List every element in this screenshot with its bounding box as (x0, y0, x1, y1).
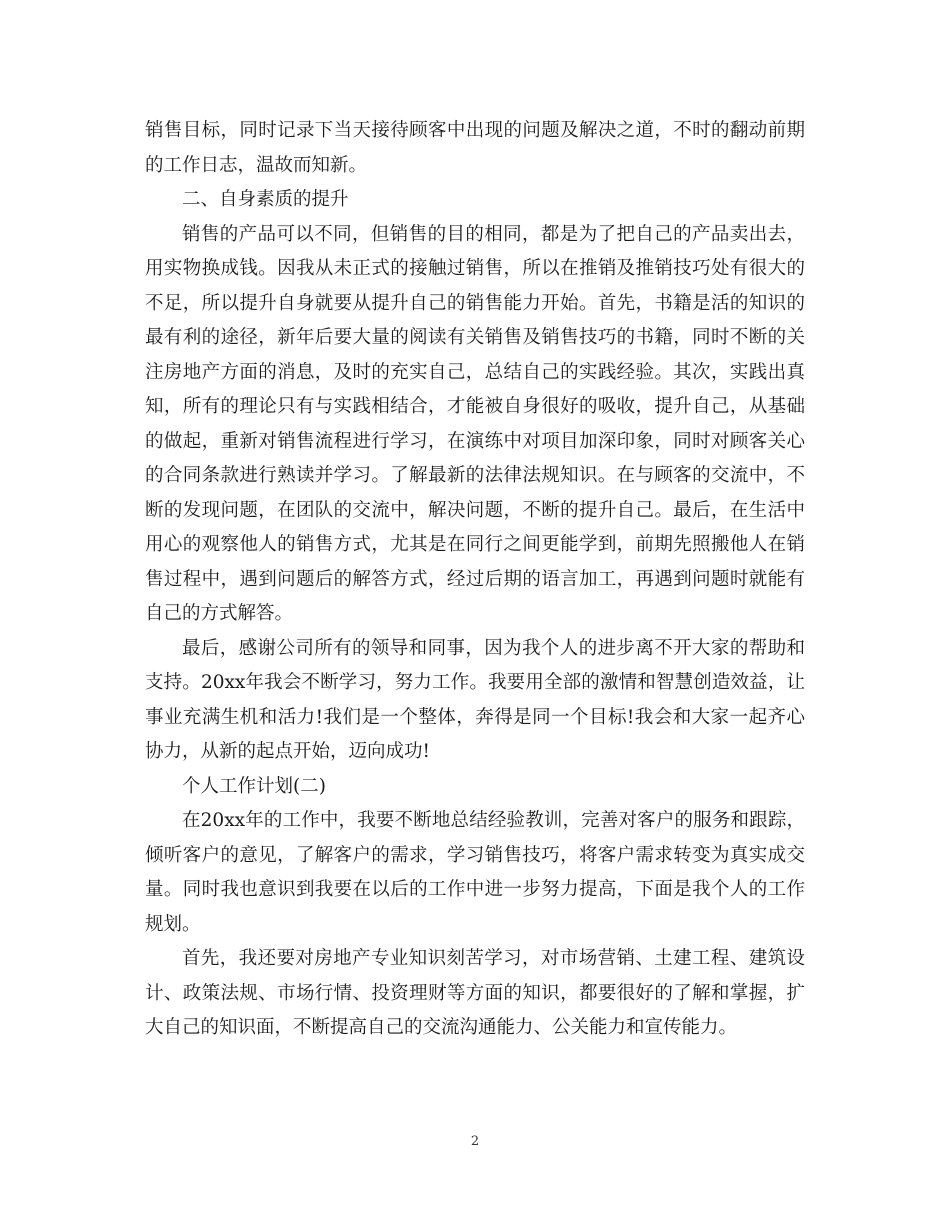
page-body (145, 114, 805, 1046)
section-heading-work-plan-two: 个人工作计划(二) (182, 775, 326, 797)
section-heading-self-improvement: 二、自身素质的提升 (182, 189, 349, 210)
page-number: 2 (470, 1134, 480, 1149)
paragraph-study-plan: 首先，我还要对房地产专业知识刻苦学习，对市场营销、土建工程、建筑设计、政策法规、市场行情、投资理财等方面的知识，都要很好的了解和掌握，扩大自己的知识面，不断提高自己的交流沟通能力、公关能力和宣传能力。 (145, 948, 805, 1038)
paragraph-work-plan-intro: 在20xx年的工作中，我要不断地总结经验教训，完善对客户的服务和跟踪，倾听客户的意见，了解客户的需求，学习销售技巧，将客户需求转变为真实成交量。同时我也意识到我要在以后的工作中进一步努力提高，下面是我个人的工作规划。 (145, 810, 805, 935)
paragraph-sales-goal-continuation: 销售目标，同时记录下当天接待顾客中出现的问题及解决之道，不时的翻动前期的工作日志，温故而知新。 (145, 120, 805, 176)
paragraph-thanks: 最后，感谢公司所有的领导和同事，因为我个人的进步离不开大家的帮助和支持。20xx年我会不断学习，努力工作。我要用全部的激情和智慧创造效益，让事业充满生机和活力!我们是一个整体，奔得是同一个目标!我会和大家一起齐心协力，从新的起点开始，迈向成功! (145, 637, 805, 762)
paragraph-self-improvement: 销售的产品可以不同，但销售的目的相同，都是为了把自己的产品卖出去，用实物换成钱。因我从未正式的接触过销售，所以在推销及推销技巧处有很大的不足，所以提升自身就要从提升自己的销售能力开始。首先，书籍是活的知识的最有利的途径，新年后要大量的阅读有关销售及销售技巧的书籍，同时不断的关注房地产方面的消息，及时的充实自己，总结自己的实践经验。其次，实践出真知，所有的理论只有与实践相结合，才能被自身很好的吸收，提升自己，从基础的做起，重新对销售流程进行学习，在演练中对项目加深印象，同时对顾客关心的合同条款进行熟读并学习。了解最新的法律法规知识。在与顾客的交流中，不断的发现问题，在团队的交流中，解决问题，不断的提升自己。最后，在生活中用心的观察他人的销售方式，尤其是在同行之间更能学到，前期先照搬他人在销售过程中，遇到问题后的解答方式，经过后期的语言加工，再遇到问题时就能有自己的方式解答。 (145, 223, 805, 624)
